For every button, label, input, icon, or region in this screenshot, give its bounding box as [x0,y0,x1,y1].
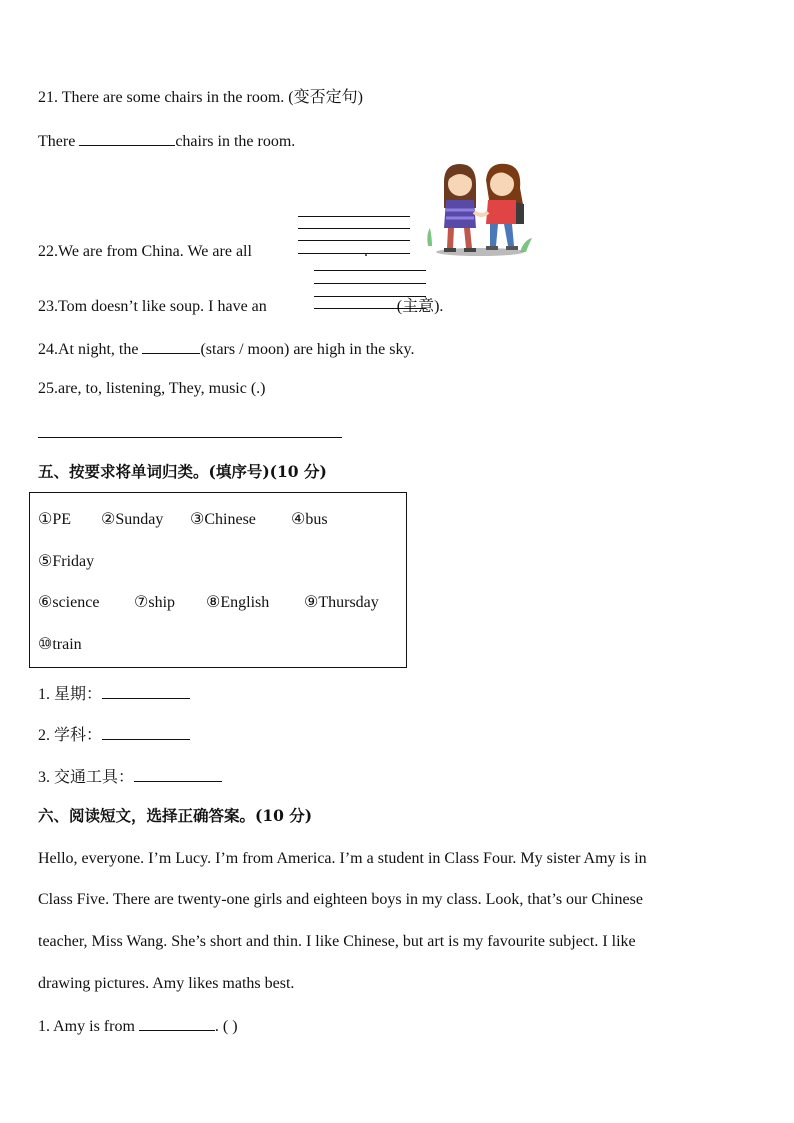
word-item: ①PE [38,511,72,528]
word-bank-box [29,492,407,668]
passage-line: drawing pictures. Amy likes maths best. [38,975,295,992]
word-item: ②Sunday [101,511,164,528]
question-21 [38,88,363,108]
passage-line: teacher, Miss Wang. She’s short and thin. I like Chinese, but art is my favourite subject. I like [38,933,636,950]
category-subjects-blank[interactable] [102,724,190,740]
section-5-title: 五、按要求将单词归类。(填序号)(10 分) [38,462,327,481]
question-25-text: 25.are, to, listening, They, music (.) [38,380,266,397]
category-transport-blank[interactable] [134,766,222,782]
question-25-answer-line[interactable] [38,437,342,438]
question-21-answer-suffix: chairs in the room. [175,133,296,150]
question-21-number: 21 [38,89,54,106]
passage-line: Class Five. There are twenty-one girls and eighteen boys in my class. Look, that’s our Chinese [38,891,643,908]
question-21-answer [38,130,295,152]
category-transport [38,766,222,788]
question-21-blank[interactable] [79,130,175,146]
question-21-prompt: . There are some chairs in the room. (变否定句) [54,89,363,106]
question-24-blank[interactable] [142,338,200,354]
category-weekdays-blank[interactable] [102,683,190,699]
question-22-end: . [363,243,368,260]
question-23 [38,297,443,317]
word-item: ⑥science [38,594,100,611]
reading-question-1-prefix: 1. Amy is from [38,1018,139,1035]
question-24 [38,338,414,360]
word-item: ⑨Thursday [304,594,379,611]
reading-question-1-blank[interactable] [139,1015,215,1031]
question-24-prefix: 24.At night, the [38,341,143,358]
question-25 [38,379,266,399]
category-label: 3. 交通工具： [38,769,135,786]
category-label: 1. 星期： [38,686,103,703]
word-item: ⑤Friday [38,553,95,570]
word-item: ③Chinese [190,511,256,528]
reading-question-1 [38,1015,238,1037]
word-item: ④bus [291,511,328,528]
passage-line: Hello, everyone. I’m Lucy. I’m from America. I’m a student in Class Four. My sister Amy is in [38,850,647,867]
question-21-answer-prefix: There [38,133,80,150]
section-6-title: 六、阅读短文，选择正确答案。(10 分) [38,806,313,825]
word-item: ⑧English [206,594,270,611]
category-subjects [38,724,190,746]
question-22 [38,242,368,262]
question-23-text: 23.Tom doesn’t like soup. I have an [38,298,267,315]
question-22-text: 22.We are from China. We are all [38,243,252,260]
question-23-hint: (主意). [396,298,444,315]
question-24-suffix: (stars / moon) are high in the sky. [200,341,415,358]
word-item: ⑩train [38,636,82,653]
two-girls-illustration [420,160,540,260]
reading-question-1-suffix: . ( ) [214,1018,238,1035]
category-weekdays [38,683,190,705]
word-item: ⑦ship [134,594,176,611]
category-label: 2. 学科： [38,727,103,744]
